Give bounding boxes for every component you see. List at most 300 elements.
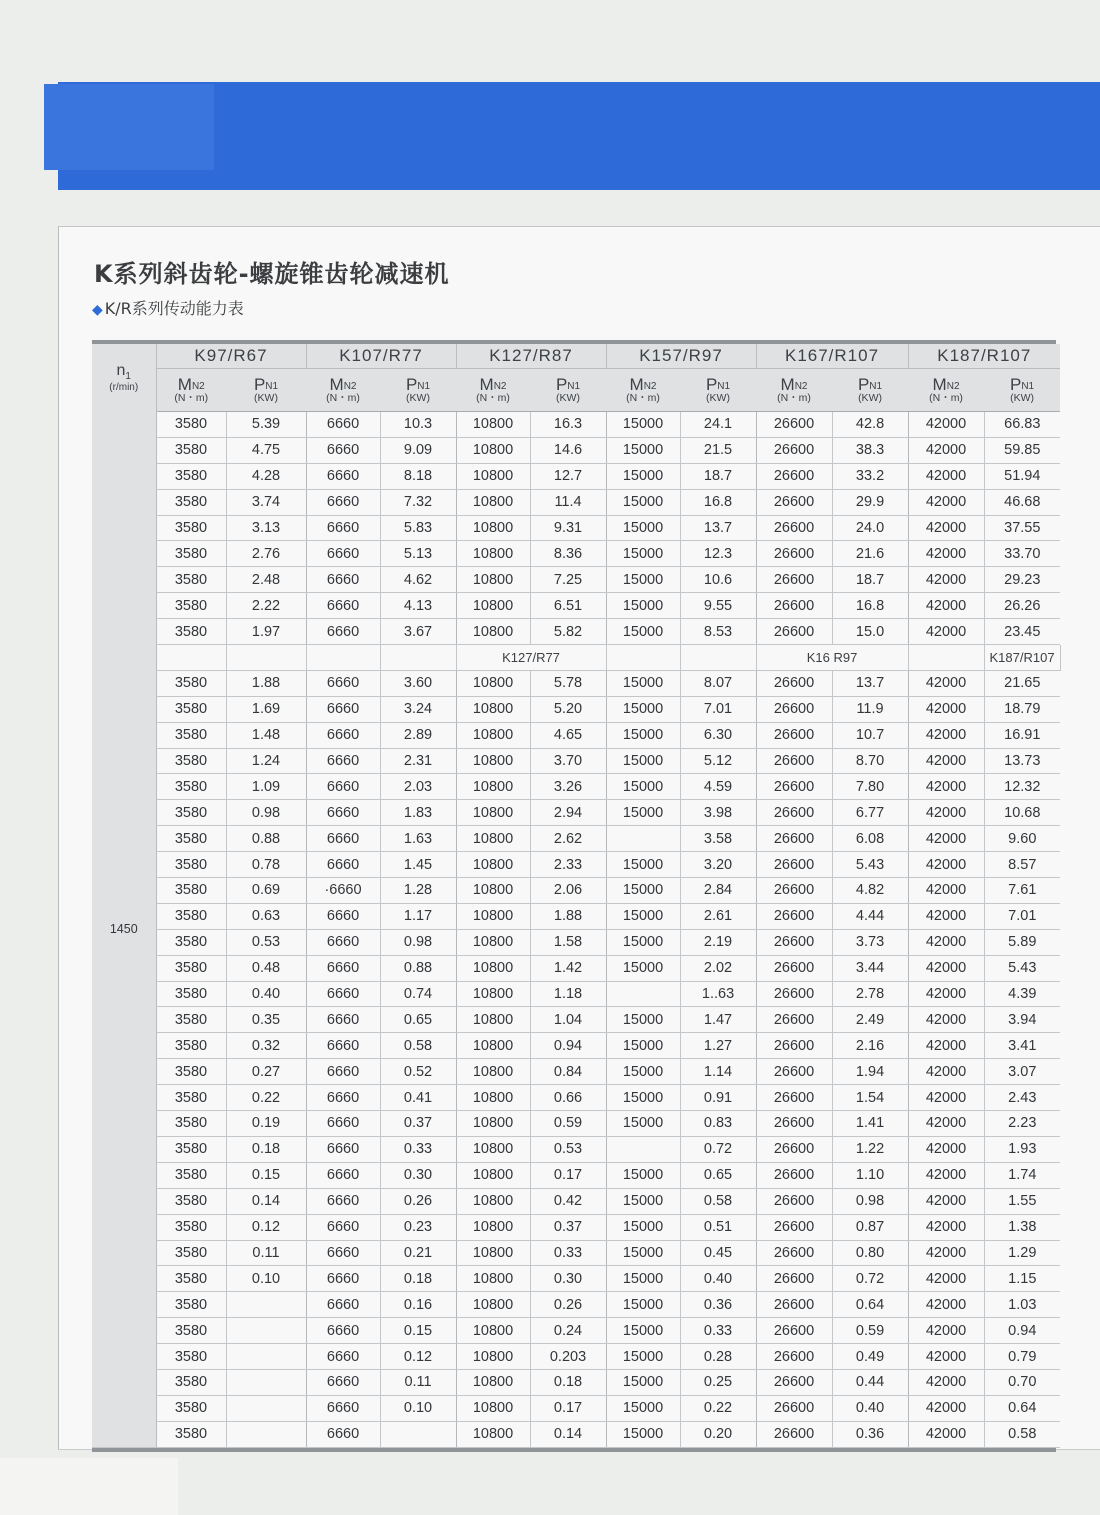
- torque-cell: 6660: [306, 1266, 380, 1292]
- table-row: [92, 1136, 1060, 1162]
- torque-cell: 26600: [756, 852, 832, 878]
- torque-cell: 42000: [908, 1007, 984, 1033]
- power-cell: 38.3: [832, 437, 908, 463]
- torque-cell: 10800: [456, 929, 530, 955]
- torque-cell: 15000: [606, 463, 680, 489]
- torque-cell: 6660: [306, 1059, 380, 1085]
- torque-cell: 10800: [456, 878, 530, 904]
- power-cell: 1.09: [226, 774, 306, 800]
- power-cell: 2.62: [530, 826, 606, 852]
- torque-cell: 6660: [306, 515, 380, 541]
- torque-cell: 3580: [156, 774, 226, 800]
- torque-header-subscript: N2: [946, 380, 960, 392]
- torque-cell: 15000: [606, 1007, 680, 1033]
- power-cell: 5.43: [984, 955, 1060, 981]
- power-cell: 0.28: [680, 1344, 756, 1370]
- torque-cell: 3580: [156, 1369, 226, 1395]
- torque-cell: 6660: [306, 800, 380, 826]
- torque-cell: 15000: [606, 593, 680, 619]
- torque-cell: 42000: [908, 1369, 984, 1395]
- power-cell: 1.17: [380, 903, 456, 929]
- torque-cell: 15000: [606, 1421, 680, 1447]
- diamond-bullet-icon: ◆: [92, 302, 103, 318]
- torque-cell: 26600: [756, 748, 832, 774]
- power-cell: 5.12: [680, 748, 756, 774]
- power-cell: 2.31: [380, 748, 456, 774]
- power-cell: 8.53: [680, 619, 756, 645]
- torque-cell: 6660: [306, 1240, 380, 1266]
- torque-cell: 42000: [908, 800, 984, 826]
- power-cell: 0.58: [984, 1421, 1060, 1447]
- power-cell: 42.8: [832, 412, 908, 438]
- power-cell: 12.7: [530, 463, 606, 489]
- power-cell: 3.60: [380, 670, 456, 696]
- power-cell: 0.10: [226, 1266, 306, 1292]
- power-cell: 3.20: [680, 852, 756, 878]
- torque-cell: 15000: [606, 515, 680, 541]
- torque-cell: 15000: [606, 1292, 680, 1318]
- header-blue-band: [58, 82, 1100, 190]
- torque-cell: 26600: [756, 800, 832, 826]
- power-cell: 5.82: [530, 619, 606, 645]
- power-cell: 0.79: [984, 1344, 1060, 1370]
- torque-cell: 15000: [606, 1318, 680, 1344]
- torque-cell: 15000: [606, 1188, 680, 1214]
- torque-cell: 10800: [456, 903, 530, 929]
- torque-header-unit: (N・m): [929, 392, 963, 405]
- torque-cell: 15000: [606, 722, 680, 748]
- torque-cell: 42000: [908, 619, 984, 645]
- torque-cell: 6660: [306, 1033, 380, 1059]
- torque-cell: 3580: [156, 567, 226, 593]
- power-cell: 0.18: [530, 1369, 606, 1395]
- table-row: [92, 878, 1060, 904]
- torque-cell: 3580: [156, 1085, 226, 1111]
- torque-header-subscript: N2: [343, 380, 357, 392]
- power-cell: 16.91: [984, 722, 1060, 748]
- torque-cell: 42000: [908, 852, 984, 878]
- power-cell: 0.70: [984, 1369, 1060, 1395]
- power-cell: [380, 1421, 456, 1447]
- torque-cell: 42000: [908, 1111, 984, 1137]
- power-header: [380, 369, 456, 412]
- subtitle-text: K/R系列传动能力表: [104, 299, 244, 318]
- series-subheader-row: [92, 645, 1060, 671]
- table-row: [92, 929, 1060, 955]
- torque-cell: 42000: [908, 1214, 984, 1240]
- power-cell: 5.13: [380, 541, 456, 567]
- power-cell: 18.79: [984, 696, 1060, 722]
- torque-cell: 15000: [606, 1085, 680, 1111]
- power-cell: 0.10: [380, 1395, 456, 1421]
- torque-cell: 10800: [456, 1395, 530, 1421]
- torque-cell: 42000: [908, 1344, 984, 1370]
- torque-cell: 42000: [908, 1162, 984, 1188]
- power-cell: 1.83: [380, 800, 456, 826]
- power-header-subscript: N1: [717, 380, 731, 392]
- torque-cell: 15000: [606, 774, 680, 800]
- power-cell: 1.47: [680, 1007, 756, 1033]
- torque-cell: 3580: [156, 1395, 226, 1421]
- torque-cell: 26600: [756, 1395, 832, 1421]
- power-cell: 0.65: [380, 1007, 456, 1033]
- power-cell: 0.65: [680, 1162, 756, 1188]
- input-speed-cell: 1450: [92, 412, 156, 1448]
- torque-cell: 6660: [306, 1111, 380, 1137]
- n1-symbol: $n_1$: [116, 362, 131, 383]
- table-row: [92, 955, 1060, 981]
- power-cell: 59.85: [984, 437, 1060, 463]
- power-cell: 0.27: [226, 1059, 306, 1085]
- power-header-unit: (KW): [406, 392, 430, 405]
- torque-cell: 3580: [156, 878, 226, 904]
- group-header: K157/R97: [606, 344, 756, 369]
- torque-cell: 26600: [756, 670, 832, 696]
- torque-cell: 42000: [908, 515, 984, 541]
- torque-cell: 10800: [456, 1344, 530, 1370]
- power-cell: 1.88: [226, 670, 306, 696]
- torque-cell: 3580: [156, 1318, 226, 1344]
- power-cell: 1.63: [380, 826, 456, 852]
- power-header-subscript: N1: [417, 380, 431, 392]
- torque-cell: 42000: [908, 593, 984, 619]
- torque-header-unit: (N・m): [174, 392, 209, 405]
- power-cell: 0.11: [226, 1240, 306, 1266]
- power-cell: 3.44: [832, 955, 908, 981]
- torque-cell: 10800: [456, 1369, 530, 1395]
- torque-cell: 26600: [756, 1344, 832, 1370]
- power-cell: 0.88: [226, 826, 306, 852]
- power-cell: 18.7: [832, 567, 908, 593]
- torque-cell: ·6660: [306, 878, 380, 904]
- torque-cell: 10800: [456, 1240, 530, 1266]
- torque-cell: 10800: [456, 1111, 530, 1137]
- power-cell: 0.37: [530, 1214, 606, 1240]
- power-cell: 3.24: [380, 696, 456, 722]
- power-cell: 0.36: [832, 1421, 908, 1447]
- torque-cell: [606, 1136, 680, 1162]
- power-cell: 0.53: [226, 929, 306, 955]
- power-cell: 0.23: [380, 1214, 456, 1240]
- torque-cell: 10800: [456, 800, 530, 826]
- table-row: [92, 722, 1060, 748]
- torque-cell: 3580: [156, 981, 226, 1007]
- table-row: [92, 619, 1060, 645]
- power-cell: 1.28: [380, 878, 456, 904]
- power-cell: 1.27: [680, 1033, 756, 1059]
- power-cell: 3.98: [680, 800, 756, 826]
- torque-cell: 10800: [456, 748, 530, 774]
- torque-cell: 6660: [306, 852, 380, 878]
- power-cell: 51.94: [984, 463, 1060, 489]
- power-cell: 0.58: [380, 1033, 456, 1059]
- torque-cell: 42000: [908, 1318, 984, 1344]
- torque-cell: 26600: [756, 1292, 832, 1318]
- power-cell: 1.45: [380, 852, 456, 878]
- torque-cell: 26600: [756, 515, 832, 541]
- torque-cell: 42000: [908, 1085, 984, 1111]
- torque-cell: 26600: [756, 463, 832, 489]
- table-row: [92, 696, 1060, 722]
- torque-cell: 3580: [156, 1421, 226, 1447]
- torque-cell: 26600: [756, 619, 832, 645]
- power-cell: 21.5: [680, 437, 756, 463]
- power-cell: 5.89: [984, 929, 1060, 955]
- torque-cell: 10800: [456, 463, 530, 489]
- torque-cell: 42000: [908, 489, 984, 515]
- torque-cell: 6660: [306, 1214, 380, 1240]
- power-cell: 0.98: [226, 800, 306, 826]
- power-cell: 0.30: [380, 1162, 456, 1188]
- torque-cell: 3580: [156, 1033, 226, 1059]
- torque-cell: 6660: [306, 1007, 380, 1033]
- table-row: [92, 1007, 1060, 1033]
- power-cell: 4.44: [832, 903, 908, 929]
- power-cell: 33.2: [832, 463, 908, 489]
- power-header-symbol: P: [555, 374, 568, 394]
- series-subheader-cell: K187/R107: [984, 645, 1060, 671]
- series-subheader-cell: [606, 645, 680, 671]
- torque-header-unit: (N・m): [326, 392, 360, 405]
- torque-cell: 26600: [756, 541, 832, 567]
- power-cell: [226, 1318, 306, 1344]
- power-cell: 3.26: [530, 774, 606, 800]
- power-cell: 10.68: [984, 800, 1060, 826]
- torque-cell: 6660: [306, 981, 380, 1007]
- torque-cell: 15000: [606, 1266, 680, 1292]
- series-subheader-cell: [380, 645, 456, 671]
- power-cell: 0.53: [530, 1136, 606, 1162]
- power-cell: 1.15: [984, 1266, 1060, 1292]
- power-cell: 29.23: [984, 567, 1060, 593]
- torque-cell: 26600: [756, 1266, 832, 1292]
- power-cell: 24.1: [680, 412, 756, 438]
- torque-cell: 3580: [156, 748, 226, 774]
- power-cell: 1.55: [984, 1188, 1060, 1214]
- power-cell: 0.41: [380, 1085, 456, 1111]
- power-cell: 0.64: [984, 1395, 1060, 1421]
- power-cell: 0.42: [530, 1188, 606, 1214]
- power-cell: 13.7: [680, 515, 756, 541]
- power-cell: 3.94: [984, 1007, 1060, 1033]
- power-cell: 4.28: [226, 463, 306, 489]
- torque-cell: 6660: [306, 1369, 380, 1395]
- power-header-symbol: P: [857, 374, 870, 394]
- torque-cell: 15000: [606, 1033, 680, 1059]
- power-cell: 0.80: [832, 1240, 908, 1266]
- power-cell: 1.10: [832, 1162, 908, 1188]
- power-cell: 2.78: [832, 981, 908, 1007]
- torque-cell: 15000: [606, 412, 680, 438]
- power-cell: 0.74: [380, 981, 456, 1007]
- power-cell: 0.72: [680, 1136, 756, 1162]
- power-cell: 0.33: [680, 1318, 756, 1344]
- torque-header-unit: (N・m): [476, 392, 510, 405]
- capacity-table-wrapper: [92, 340, 1056, 1452]
- power-cell: 0.49: [832, 1344, 908, 1370]
- power-header-unit: (KW): [706, 392, 730, 405]
- page-corner: [0, 1458, 178, 1515]
- table-row: [92, 593, 1060, 619]
- torque-cell: 3580: [156, 955, 226, 981]
- torque-cell: 3580: [156, 1162, 226, 1188]
- group-header: K97/R67: [156, 344, 306, 369]
- torque-cell: 42000: [908, 955, 984, 981]
- torque-cell: 26600: [756, 1111, 832, 1137]
- torque-cell: 26600: [756, 1085, 832, 1111]
- torque-cell: 10800: [456, 1266, 530, 1292]
- sub-header-row: [92, 369, 1060, 412]
- series-subheader-cell: [680, 645, 756, 671]
- table-row: [92, 800, 1060, 826]
- series-subheader-cell: [226, 645, 306, 671]
- power-cell: 6.30: [680, 722, 756, 748]
- power-cell: 1.54: [832, 1085, 908, 1111]
- torque-cell: 6660: [306, 903, 380, 929]
- torque-cell: 42000: [908, 567, 984, 593]
- power-cell: 0.52: [380, 1059, 456, 1085]
- torque-cell: 6660: [306, 1085, 380, 1111]
- table-row: [92, 903, 1060, 929]
- power-cell: 4.62: [380, 567, 456, 593]
- torque-cell: 10800: [456, 1421, 530, 1447]
- torque-cell: 15000: [606, 1162, 680, 1188]
- torque-header-unit: (N・m): [777, 392, 811, 405]
- power-header-unit: (KW): [1010, 392, 1034, 405]
- torque-cell: 26600: [756, 1188, 832, 1214]
- power-cell: 26.26: [984, 593, 1060, 619]
- torque-cell: 6660: [306, 722, 380, 748]
- torque-cell: 3580: [156, 1214, 226, 1240]
- table-row: [92, 826, 1060, 852]
- torque-cell: 3580: [156, 929, 226, 955]
- torque-cell: 42000: [908, 722, 984, 748]
- torque-cell: 42000: [908, 463, 984, 489]
- power-cell: 9.55: [680, 593, 756, 619]
- power-cell: 0.88: [380, 955, 456, 981]
- power-cell: 2.76: [226, 541, 306, 567]
- torque-cell: 3580: [156, 1007, 226, 1033]
- torque-cell: 6660: [306, 1188, 380, 1214]
- torque-cell: 3580: [156, 1266, 226, 1292]
- power-cell: [226, 1421, 306, 1447]
- torque-header-subscript: N2: [643, 380, 657, 392]
- torque-header: [156, 369, 226, 412]
- power-cell: 0.59: [832, 1318, 908, 1344]
- series-subheader-cell: K16 R97: [756, 645, 908, 671]
- power-cell: 6.77: [832, 800, 908, 826]
- torque-cell: 6660: [306, 1318, 380, 1344]
- series-subheader-cell: [306, 645, 380, 671]
- power-cell: 0.32: [226, 1033, 306, 1059]
- torque-cell: 3580: [156, 670, 226, 696]
- torque-cell: 15000: [606, 748, 680, 774]
- power-cell: 0.12: [226, 1214, 306, 1240]
- torque-cell: 42000: [908, 981, 984, 1007]
- torque-cell: 3580: [156, 437, 226, 463]
- power-cell: 1.94: [832, 1059, 908, 1085]
- torque-cell: 10800: [456, 1136, 530, 1162]
- torque-cell: 26600: [756, 696, 832, 722]
- power-cell: 12.3: [680, 541, 756, 567]
- torque-header: [456, 369, 530, 412]
- power-header: [984, 369, 1060, 412]
- torque-cell: 26600: [756, 1033, 832, 1059]
- torque-cell: 10800: [456, 722, 530, 748]
- power-cell: 2.84: [680, 878, 756, 904]
- torque-cell: 3580: [156, 463, 226, 489]
- torque-cell: 10800: [456, 1292, 530, 1318]
- torque-cell: 15000: [606, 1214, 680, 1240]
- power-cell: 2.94: [530, 800, 606, 826]
- torque-cell: 42000: [908, 1421, 984, 1447]
- torque-cell: 26600: [756, 774, 832, 800]
- power-cell: 0.66: [530, 1085, 606, 1111]
- power-cell: 5.20: [530, 696, 606, 722]
- torque-cell: 6660: [306, 1292, 380, 1318]
- torque-cell: 6660: [306, 748, 380, 774]
- power-cell: 4.75: [226, 437, 306, 463]
- power-cell: 66.83: [984, 412, 1060, 438]
- torque-cell: 3580: [156, 619, 226, 645]
- power-cell: 13.7: [832, 670, 908, 696]
- torque-cell: 15000: [606, 1059, 680, 1085]
- torque-cell: 26600: [756, 1007, 832, 1033]
- table-row: [92, 1162, 1060, 1188]
- torque-cell: 26600: [756, 955, 832, 981]
- power-header-symbol: P: [405, 374, 418, 394]
- torque-cell: 15000: [606, 903, 680, 929]
- power-cell: 1.41: [832, 1111, 908, 1137]
- power-cell: 7.25: [530, 567, 606, 593]
- power-cell: 0.18: [380, 1266, 456, 1292]
- power-cell: 10.7: [832, 722, 908, 748]
- torque-cell: 15000: [606, 1369, 680, 1395]
- torque-cell: 42000: [908, 1395, 984, 1421]
- torque-cell: 10800: [456, 412, 530, 438]
- power-header: [226, 369, 306, 412]
- power-cell: 0.84: [530, 1059, 606, 1085]
- torque-cell: 6660: [306, 1344, 380, 1370]
- power-cell: 1.04: [530, 1007, 606, 1033]
- torque-cell: 42000: [908, 826, 984, 852]
- torque-cell: 10800: [456, 1188, 530, 1214]
- torque-cell: 42000: [908, 1033, 984, 1059]
- torque-cell: 15000: [606, 1395, 680, 1421]
- power-cell: 1.93: [984, 1136, 1060, 1162]
- power-cell: 0.40: [226, 981, 306, 1007]
- power-cell: 0.36: [680, 1292, 756, 1318]
- table-row: [92, 1395, 1060, 1421]
- torque-cell: 3580: [156, 1111, 226, 1137]
- power-cell: 1.97: [226, 619, 306, 645]
- torque-cell: 15000: [606, 619, 680, 645]
- power-cell: 0.24: [530, 1318, 606, 1344]
- torque-cell: 26600: [756, 722, 832, 748]
- power-cell: 10.6: [680, 567, 756, 593]
- torque-header-symbol: M: [629, 374, 644, 394]
- torque-cell: 26600: [756, 878, 832, 904]
- power-header-subscript: N1: [265, 380, 279, 392]
- power-cell: 1.38: [984, 1214, 1060, 1240]
- torque-cell: 6660: [306, 774, 380, 800]
- torque-cell: 10800: [456, 696, 530, 722]
- torque-cell: 3580: [156, 800, 226, 826]
- power-cell: 0.45: [680, 1240, 756, 1266]
- torque-cell: 15000: [606, 929, 680, 955]
- torque-cell: 3580: [156, 1292, 226, 1318]
- power-header-symbol: P: [1009, 374, 1022, 394]
